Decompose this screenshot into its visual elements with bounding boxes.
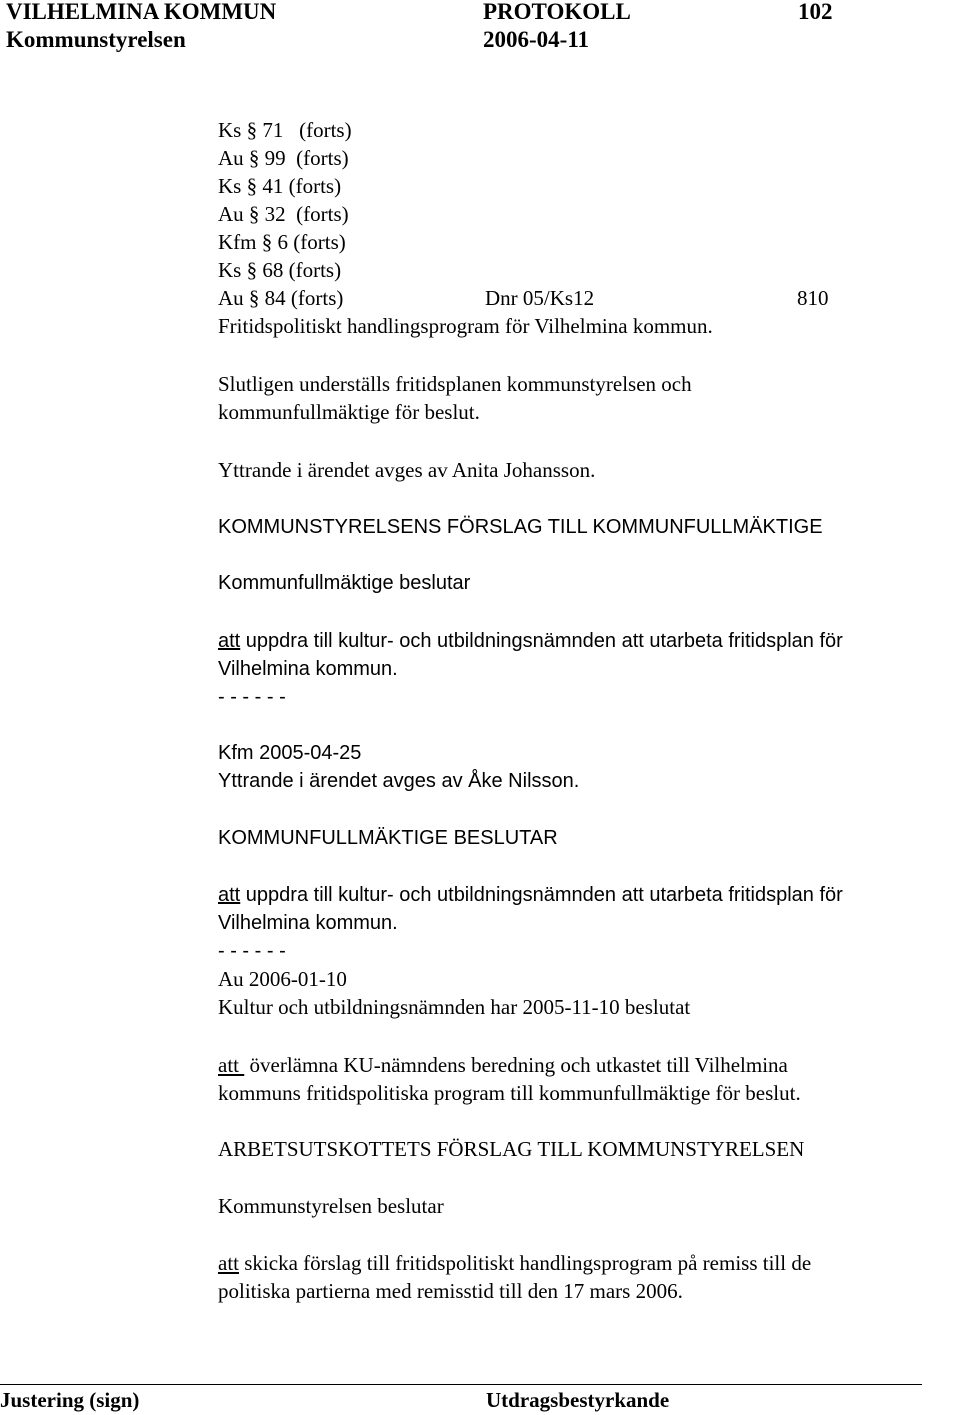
reference-line: Ks § 41 (forts)	[218, 174, 342, 198]
reference-line: Ks § 71 (forts)	[218, 118, 352, 142]
reference-line: Au § 32 (forts)	[218, 202, 349, 226]
intro-line: Slutligen underställs fritidsplanen kommunstyrelsen och	[218, 372, 692, 396]
decision-line: att uppdra till kultur- och utbildningsnämnden att utarbeta fritidsplan för	[218, 884, 843, 906]
protocol-date: 2006-04-11	[483, 27, 590, 52]
au-proposal-heading: ARBETSUTSKOTTETS FÖRSLAG TILL KOMMUNSTYRELSEN	[218, 1137, 805, 1161]
separator: - - - - - -	[218, 940, 286, 962]
subject-title: Fritidspolitiskt handlingsprogram för Vilhelmina kommun.	[218, 314, 713, 338]
decision-line: Vilhelmina kommun.	[218, 658, 398, 680]
meeting-line: Au 2006-01-10	[218, 967, 347, 991]
decision-line: politiska partierna med remisstid till den 17 mars 2006.	[218, 1279, 683, 1303]
decision-line: att uppdra till kultur- och utbildningsnämnden att utarbeta fritidsplan för	[218, 630, 843, 652]
reference-line: Au § 84 (forts)	[218, 286, 344, 310]
diary-number: Dnr 05/Ks12	[485, 286, 595, 310]
document-type: PROTOKOLL	[483, 0, 631, 24]
reference-line: Ks § 68 (forts)	[218, 258, 342, 282]
separator: - - - - - -	[218, 686, 286, 708]
reference-line: Kfm § 6 (forts)	[218, 230, 346, 254]
decision-line: att överlämna KU-nämndens beredning och utkastet till Vilhelmina	[218, 1053, 788, 1077]
decision-intro: Kommunstyrelsen beslutar	[218, 1194, 444, 1218]
diary-code: 810	[797, 286, 829, 310]
reference-line: Au § 99 (forts)	[218, 146, 349, 170]
intro-line: kommunfullmäktige för beslut.	[218, 400, 480, 424]
page-number: 102	[798, 0, 833, 24]
board-name: Kommunstyrelsen	[6, 27, 186, 52]
decision-line: Vilhelmina kommun.	[218, 912, 398, 934]
kfm-decision-heading: KOMMUNFULLMÄKTIGE BESLUTAR	[218, 827, 558, 849]
decision-intro: Kommunfullmäktige beslutar	[218, 572, 471, 594]
statement-line: Yttrande i ärendet avges av Åke Nilsson.	[218, 770, 580, 792]
background-line: Kultur och utbildningsnämnden har 2005-11-10 beslutat	[218, 995, 691, 1019]
certification-label: Utdragsbestyrkande	[486, 1388, 670, 1412]
signature-label: Justering (sign)	[0, 1388, 140, 1412]
footer-rule	[0, 1384, 922, 1385]
ks-proposal-heading: KOMMUNSTYRELSENS FÖRSLAG TILL KOMMUNFULLMÄKTIGE	[218, 516, 823, 538]
meeting-line: Kfm 2005-04-25	[218, 742, 362, 764]
statement-line: Yttrande i ärendet avges av Anita Johansson.	[218, 458, 596, 482]
decision-line: kommuns fritidspolitiska program till kommunfullmäktige för beslut.	[218, 1081, 801, 1105]
decision-line: att skicka förslag till fritidspolitiskt handlingsprogram på remiss till de	[218, 1251, 812, 1275]
municipality-name: VILHELMINA KOMMUN	[6, 0, 277, 24]
